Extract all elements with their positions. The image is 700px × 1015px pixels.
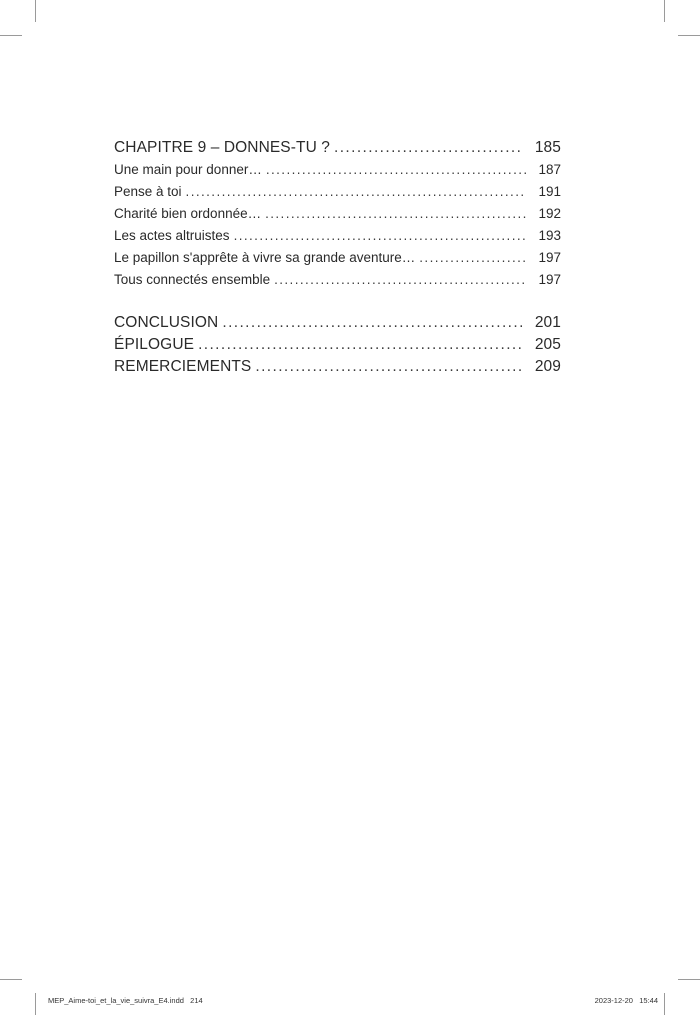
toc-entry-section	[114, 159, 561, 181]
toc-entry-label: Les actes altruistes	[114, 228, 230, 243]
toc-entry-section	[114, 225, 561, 247]
toc-entry-section	[114, 181, 561, 203]
toc-entry-page: 192	[538, 206, 561, 221]
toc-entry-label: Tous connectés ensemble	[114, 272, 271, 287]
crop-mark-top-left-h	[0, 35, 22, 36]
toc-entry-label: Le papillon s'apprête à vivre sa grande aventure…	[114, 250, 416, 265]
toc-entry-epilogue	[114, 334, 561, 356]
slug-filename: MEP_Aime-toi_et_la_vie_suivra_E4.indd 214	[48, 996, 203, 1005]
dot-leader	[274, 269, 526, 291]
dot-leader	[419, 247, 526, 269]
toc-end-matter-block	[114, 312, 561, 378]
toc-entry-section	[114, 269, 561, 291]
toc-entry-label: Une main pour donner…	[114, 162, 262, 177]
crop-mark-bottom-left-h	[0, 979, 22, 980]
toc-entry-page: 191	[538, 184, 561, 199]
toc-entry-label: CONCLUSION	[114, 314, 219, 331]
toc-entry-chapter	[114, 137, 561, 159]
dot-leader	[198, 334, 523, 356]
toc-entry-page: 197	[538, 272, 561, 287]
crop-mark-bottom-right-h	[678, 979, 700, 980]
toc-entry-label: REMERCIEMENTS	[114, 358, 252, 375]
toc-entry-page: 185	[534, 139, 561, 156]
dot-leader	[186, 181, 527, 203]
toc-entry-section	[114, 203, 561, 225]
crop-mark-top-right	[664, 0, 665, 22]
crop-mark-top-right-h	[678, 35, 700, 36]
toc-entry-page: 201	[534, 314, 561, 331]
toc-entry-page: 209	[534, 358, 561, 375]
toc-entry-label: ÉPILOGUE	[114, 336, 195, 353]
toc-entry-label: CHAPITRE 9 – DONNES-TU ?	[114, 139, 330, 156]
dot-leader	[234, 225, 527, 247]
toc-entry-label: Charité bien ordonnée…	[114, 206, 262, 221]
toc-entry-conclusion	[114, 312, 561, 334]
toc-entry-page: 193	[538, 228, 561, 243]
dot-leader	[334, 137, 523, 159]
toc-entry-acknowledgements	[114, 356, 561, 378]
crop-mark-bottom-left	[35, 993, 36, 1015]
toc-entry-page: 197	[538, 250, 561, 265]
dot-leader	[222, 312, 522, 334]
toc-entry-label: Pense à toi	[114, 184, 182, 199]
crop-mark-top-left	[35, 0, 36, 22]
dot-leader	[255, 356, 522, 378]
dot-leader	[265, 203, 526, 225]
dot-leader	[266, 159, 527, 181]
toc-entry-page: 187	[538, 162, 561, 177]
slug-timestamp: 2023-12-20 15:44	[594, 996, 658, 1005]
toc-entry-page: 205	[534, 336, 561, 353]
toc-entry-section	[114, 247, 561, 269]
toc-chapter-block	[114, 137, 561, 291]
crop-mark-bottom-right	[664, 993, 665, 1015]
